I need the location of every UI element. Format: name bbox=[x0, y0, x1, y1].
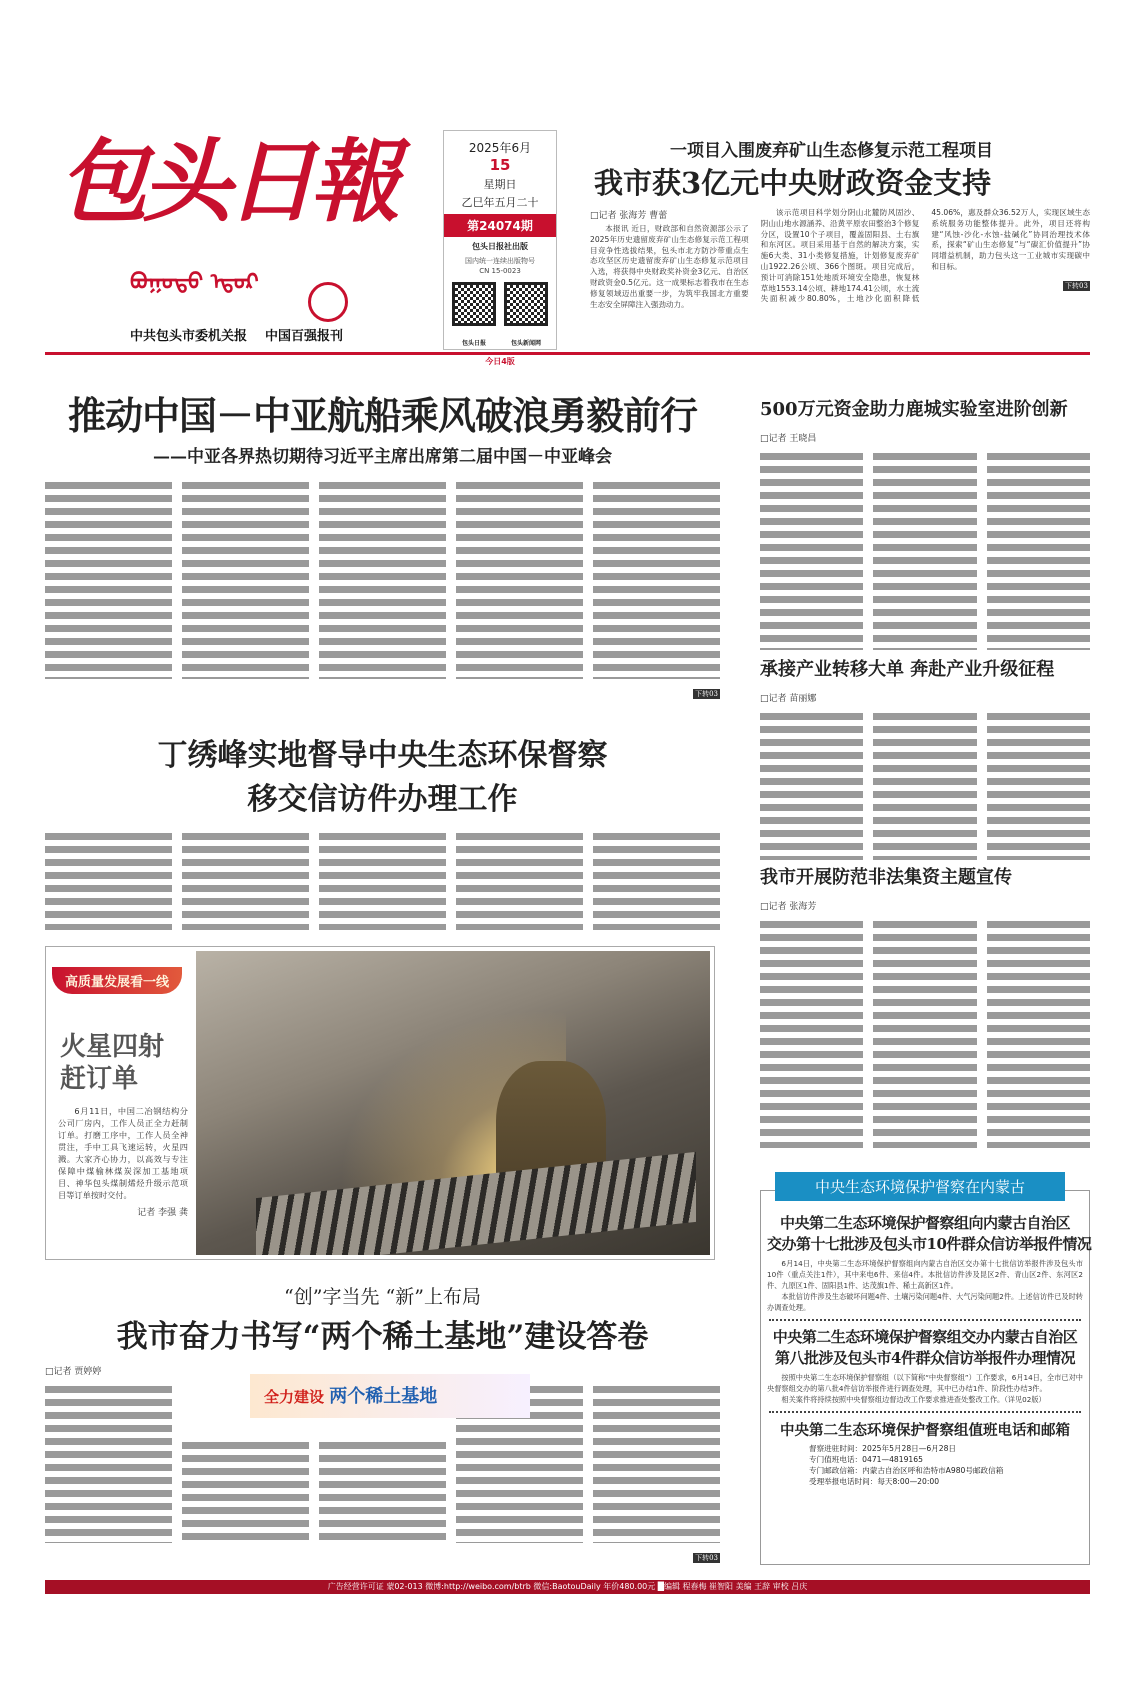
contact-title: 中央第二生态环境保护督察组值班电话和邮箱 bbox=[780, 1422, 1070, 1439]
feature-photo-box bbox=[45, 946, 715, 1260]
right-article bbox=[760, 395, 1090, 650]
text-column bbox=[182, 479, 309, 679]
text-column bbox=[760, 710, 863, 860]
continued-link[interactable]: 下转03 bbox=[695, 1554, 718, 1562]
masthead-divider bbox=[45, 352, 1090, 355]
feature-caption: 6月11日，中国二冶钢结构分公司厂房内，工作人员正全力赶制订单。打磨工序中，工作人员全神贯注，手中工具飞速运转，火星四溅。大家齐心协力，以高效与专注保障中煤榆林煤炭深加工基地项目、神华包头煤制烯烃升级示范项目等订单按时交付。 bbox=[58, 1106, 188, 1200]
masthead-subtitle-right: 中国百强报刊 bbox=[265, 329, 344, 344]
inspection-para: 6月14日，中央第二生态环境保护督察组向内蒙古自治区交办第十七批信访举报件涉及包头市10件（重点关注1件），其中来电6件、来信4件。本批信访件涉及昆区2件、青山区2件、东河区2件、九原区1件、固阳县1件、达茂旗1件、稀土高新区1件。 bbox=[767, 1259, 1083, 1290]
cn-number: CN 15-0023 bbox=[479, 267, 521, 275]
ding-article bbox=[45, 730, 720, 930]
inspection-para: 相关案件将持续按照中央督察组边督边改工作要求推进查处整改工作。（详见02版） bbox=[781, 1395, 1046, 1404]
inspection-title-1 bbox=[767, 1213, 1092, 1255]
text-column bbox=[593, 1383, 720, 1543]
byline: □记者 张海芳 曹蕾 bbox=[590, 211, 668, 221]
divider bbox=[769, 1319, 1081, 1321]
text-column bbox=[987, 450, 1090, 650]
article-subtitle: ——中亚各界热切期待习近平主席出席第二届中国－中亚峰会 bbox=[153, 447, 612, 467]
welding-worker-photo bbox=[196, 951, 710, 1255]
inspection-banner bbox=[775, 1172, 1065, 1201]
qr-label: 包头新闻网 bbox=[510, 340, 541, 347]
title-line: 第八批涉及包头市4件群众信访举报件办理情况 bbox=[775, 1349, 1075, 1367]
qr-code-icon[interactable] bbox=[504, 282, 548, 326]
text-column bbox=[873, 918, 976, 1148]
feature-title bbox=[60, 1031, 164, 1095]
mailbox: 专门邮政信箱：内蒙古自治区呼和浩特市A980号邮政信箱 bbox=[809, 1466, 1004, 1475]
text-column bbox=[873, 450, 976, 650]
inspection-title-2 bbox=[767, 1327, 1083, 1369]
article-body: 该示范项目科学划分阴山北麓防风固沙、阴山山地水源涵养、沿黄平原农田整治3个修复分区，设置10个子项目，覆盖固阳县、土右旗和东河区。项目采用基于自然的解决方案，实施6大类、31小类修复措施，计划修复废弃矿山1922.26公顷、366个图斑。项目完成后，预计可消除151处地质环境安全隐患，恢复林草地1553.14公顷、耕地174.41公顷，水土流失面积减少80.80%，土地沙化面积降低45.06%，惠及群众36.52万人，实现区域生态系统服务功能整体提升。此外，项目还将构建“风蚀-沙化-水蚀-盐碱化”协同治理技术体系，探索“矿山生态修复”与“碳汇价值提升”协同增益机制，助力包头这一工业城市实现碳中和目标。 bbox=[760, 208, 1090, 304]
masthead-subtitle-left: 中共包头市委机关报 bbox=[130, 329, 248, 344]
title-line: 交办第十七批涉及包头市10件群众信访举报件情况 bbox=[767, 1235, 1092, 1253]
text-column bbox=[45, 479, 172, 679]
inspection-para: 按照中央第二生态环境保护督察组（以下简称“中央督察组”）工作要求，6月14日，全市已对中央督察组交办的第八批4件信访举报件进行调查处理，其中已办结1件、阶段性办结3件。 bbox=[767, 1373, 1083, 1393]
lunar-date: 乙巳年五月二十 bbox=[461, 196, 539, 209]
article-kicker: “创”字当先 “新”上布局 bbox=[284, 1286, 481, 1308]
divider bbox=[769, 1411, 1081, 1413]
date-day: 15 bbox=[489, 156, 511, 174]
rare-earth-banner bbox=[250, 1374, 530, 1418]
continued-link[interactable]: 下转03 bbox=[1065, 281, 1088, 290]
continued-link[interactable]: 下转03 bbox=[695, 690, 718, 698]
article-title: 我市获3亿元中央财政资金支持 bbox=[594, 166, 992, 200]
article-title: 承接产业转移大单 奔赴产业升级征程 bbox=[760, 659, 1055, 680]
hotline[interactable]: 专门值班电话：0471—4819165 bbox=[809, 1455, 923, 1464]
byline: □记者 苗丽娜 bbox=[760, 694, 817, 704]
article-title: 我市奋力书写“两个稀土基地”建设答卷 bbox=[116, 1319, 649, 1355]
title-line: 中央第二生态环境保护督察组交办内蒙古自治区 bbox=[772, 1328, 1078, 1346]
feature-title-line2: 赶订单 bbox=[60, 1064, 139, 1094]
top-article bbox=[590, 136, 1090, 310]
feature-banner: 高质量发展看一线 bbox=[52, 967, 182, 994]
article-title: 500万元资金助力鹿城实验室进阶创新 bbox=[760, 399, 1068, 420]
inspection-banner-text: 中央生态环境保护督察在内蒙古 bbox=[775, 1172, 1065, 1201]
text-column bbox=[319, 830, 446, 930]
text-column bbox=[182, 830, 309, 930]
issue-number: 第24074期 bbox=[444, 214, 556, 237]
right-article bbox=[760, 655, 1090, 860]
mongolian-title: ᠪᠤᠭᠤᠲᠤ ᠡᠳᠦᠷ bbox=[130, 269, 259, 295]
text-column bbox=[319, 1439, 446, 1543]
article-title-line1: 丁绣峰实地督导中央生态环保督察 bbox=[157, 738, 608, 773]
text-column bbox=[456, 830, 583, 930]
today-pages: 今日4版 bbox=[454, 353, 546, 367]
date-year-month: 2025年6月 bbox=[468, 141, 532, 155]
right-article bbox=[760, 863, 1090, 1148]
byline: □记者 张海芳 bbox=[760, 902, 817, 912]
article-title: 我市开展防范非法集资主题宣传 bbox=[760, 867, 1012, 888]
article-body: 本报讯 近日，财政部和自然资源部公示了2025年历史遗留废弃矿山生态修复示范工程项目竞争性选拔结果，包头市北方防沙带重点生态攻坚区历史遗留废弃矿山生态修复示范项目入选，将获得中央财政奖补资金3亿元、自治区财政资金0.5亿元。这一成果标志着我市在生态修复领域迈出重要一步，为筑牢我国北方重要生态安全屏障注入强劲动力。 bbox=[590, 224, 749, 309]
text-column bbox=[987, 918, 1090, 1148]
banner-right: 两个稀土基地 bbox=[329, 1386, 438, 1407]
byline: □记者 王晓昌 bbox=[760, 434, 817, 444]
weekday: 星期日 bbox=[483, 178, 517, 191]
inspection-para: 本批信访件涉及生态破坏问题4件、土壤污染问题4件、大气污染问题2件。上述信访件已及时转办调查处理。 bbox=[767, 1292, 1083, 1312]
feature-title-line1: 火星四射 bbox=[60, 1032, 165, 1062]
qr-label: 包头日报 bbox=[461, 340, 486, 347]
publisher: 包头日报社出版 bbox=[472, 242, 528, 251]
text-column bbox=[182, 1439, 309, 1543]
text-column bbox=[760, 918, 863, 1148]
title-line: 中央第二生态环境保护督察组向内蒙古自治区 bbox=[779, 1214, 1070, 1232]
article-title-line2: 移交信访件办理工作 bbox=[247, 782, 518, 817]
text-column bbox=[593, 830, 720, 930]
banner-left: 全力建设 bbox=[264, 1388, 325, 1406]
photo-credit: 记者 李强 龚 bbox=[137, 1208, 188, 1218]
text-column bbox=[45, 830, 172, 930]
byline: □记者 贾婷婷 bbox=[45, 1367, 102, 1377]
emblem-icon bbox=[308, 282, 348, 322]
serial-label: 国内统一连续出版物号 bbox=[465, 257, 535, 265]
text-column bbox=[456, 479, 583, 679]
text-column bbox=[760, 450, 863, 650]
footer-bar: 广告经营许可证 蒙02-013 微博:http://weibo.com/btrb 微信:BaotouDaily 年价480.00元 █编辑 程春梅 崔智阳 美编 王辞 审校 吕庆 bbox=[45, 1580, 1090, 1594]
rare-earth-article bbox=[45, 1282, 720, 1564]
qr-code-icon[interactable] bbox=[452, 282, 496, 326]
text-column bbox=[319, 479, 446, 679]
inspection-box bbox=[760, 1190, 1090, 1565]
article-title: 推动中国－中亚航船乘风破浪勇毅前行 bbox=[67, 393, 697, 438]
newspaper-logo: 包头日報 bbox=[58, 129, 394, 235]
inspection-period: 督察进驻时间：2025年5月28日—6月28日 bbox=[809, 1444, 957, 1453]
text-column bbox=[873, 710, 976, 860]
text-column bbox=[593, 479, 720, 679]
text-column bbox=[987, 710, 1090, 860]
text-column bbox=[45, 1383, 172, 1543]
lead-article bbox=[45, 385, 720, 700]
date-box bbox=[443, 130, 557, 366]
hotline-hours: 受理举报电话时间：每天8:00—20:00 bbox=[809, 1477, 940, 1486]
article-kicker: 一项目入围废弃矿山生态修复示范工程项目 bbox=[670, 141, 993, 161]
